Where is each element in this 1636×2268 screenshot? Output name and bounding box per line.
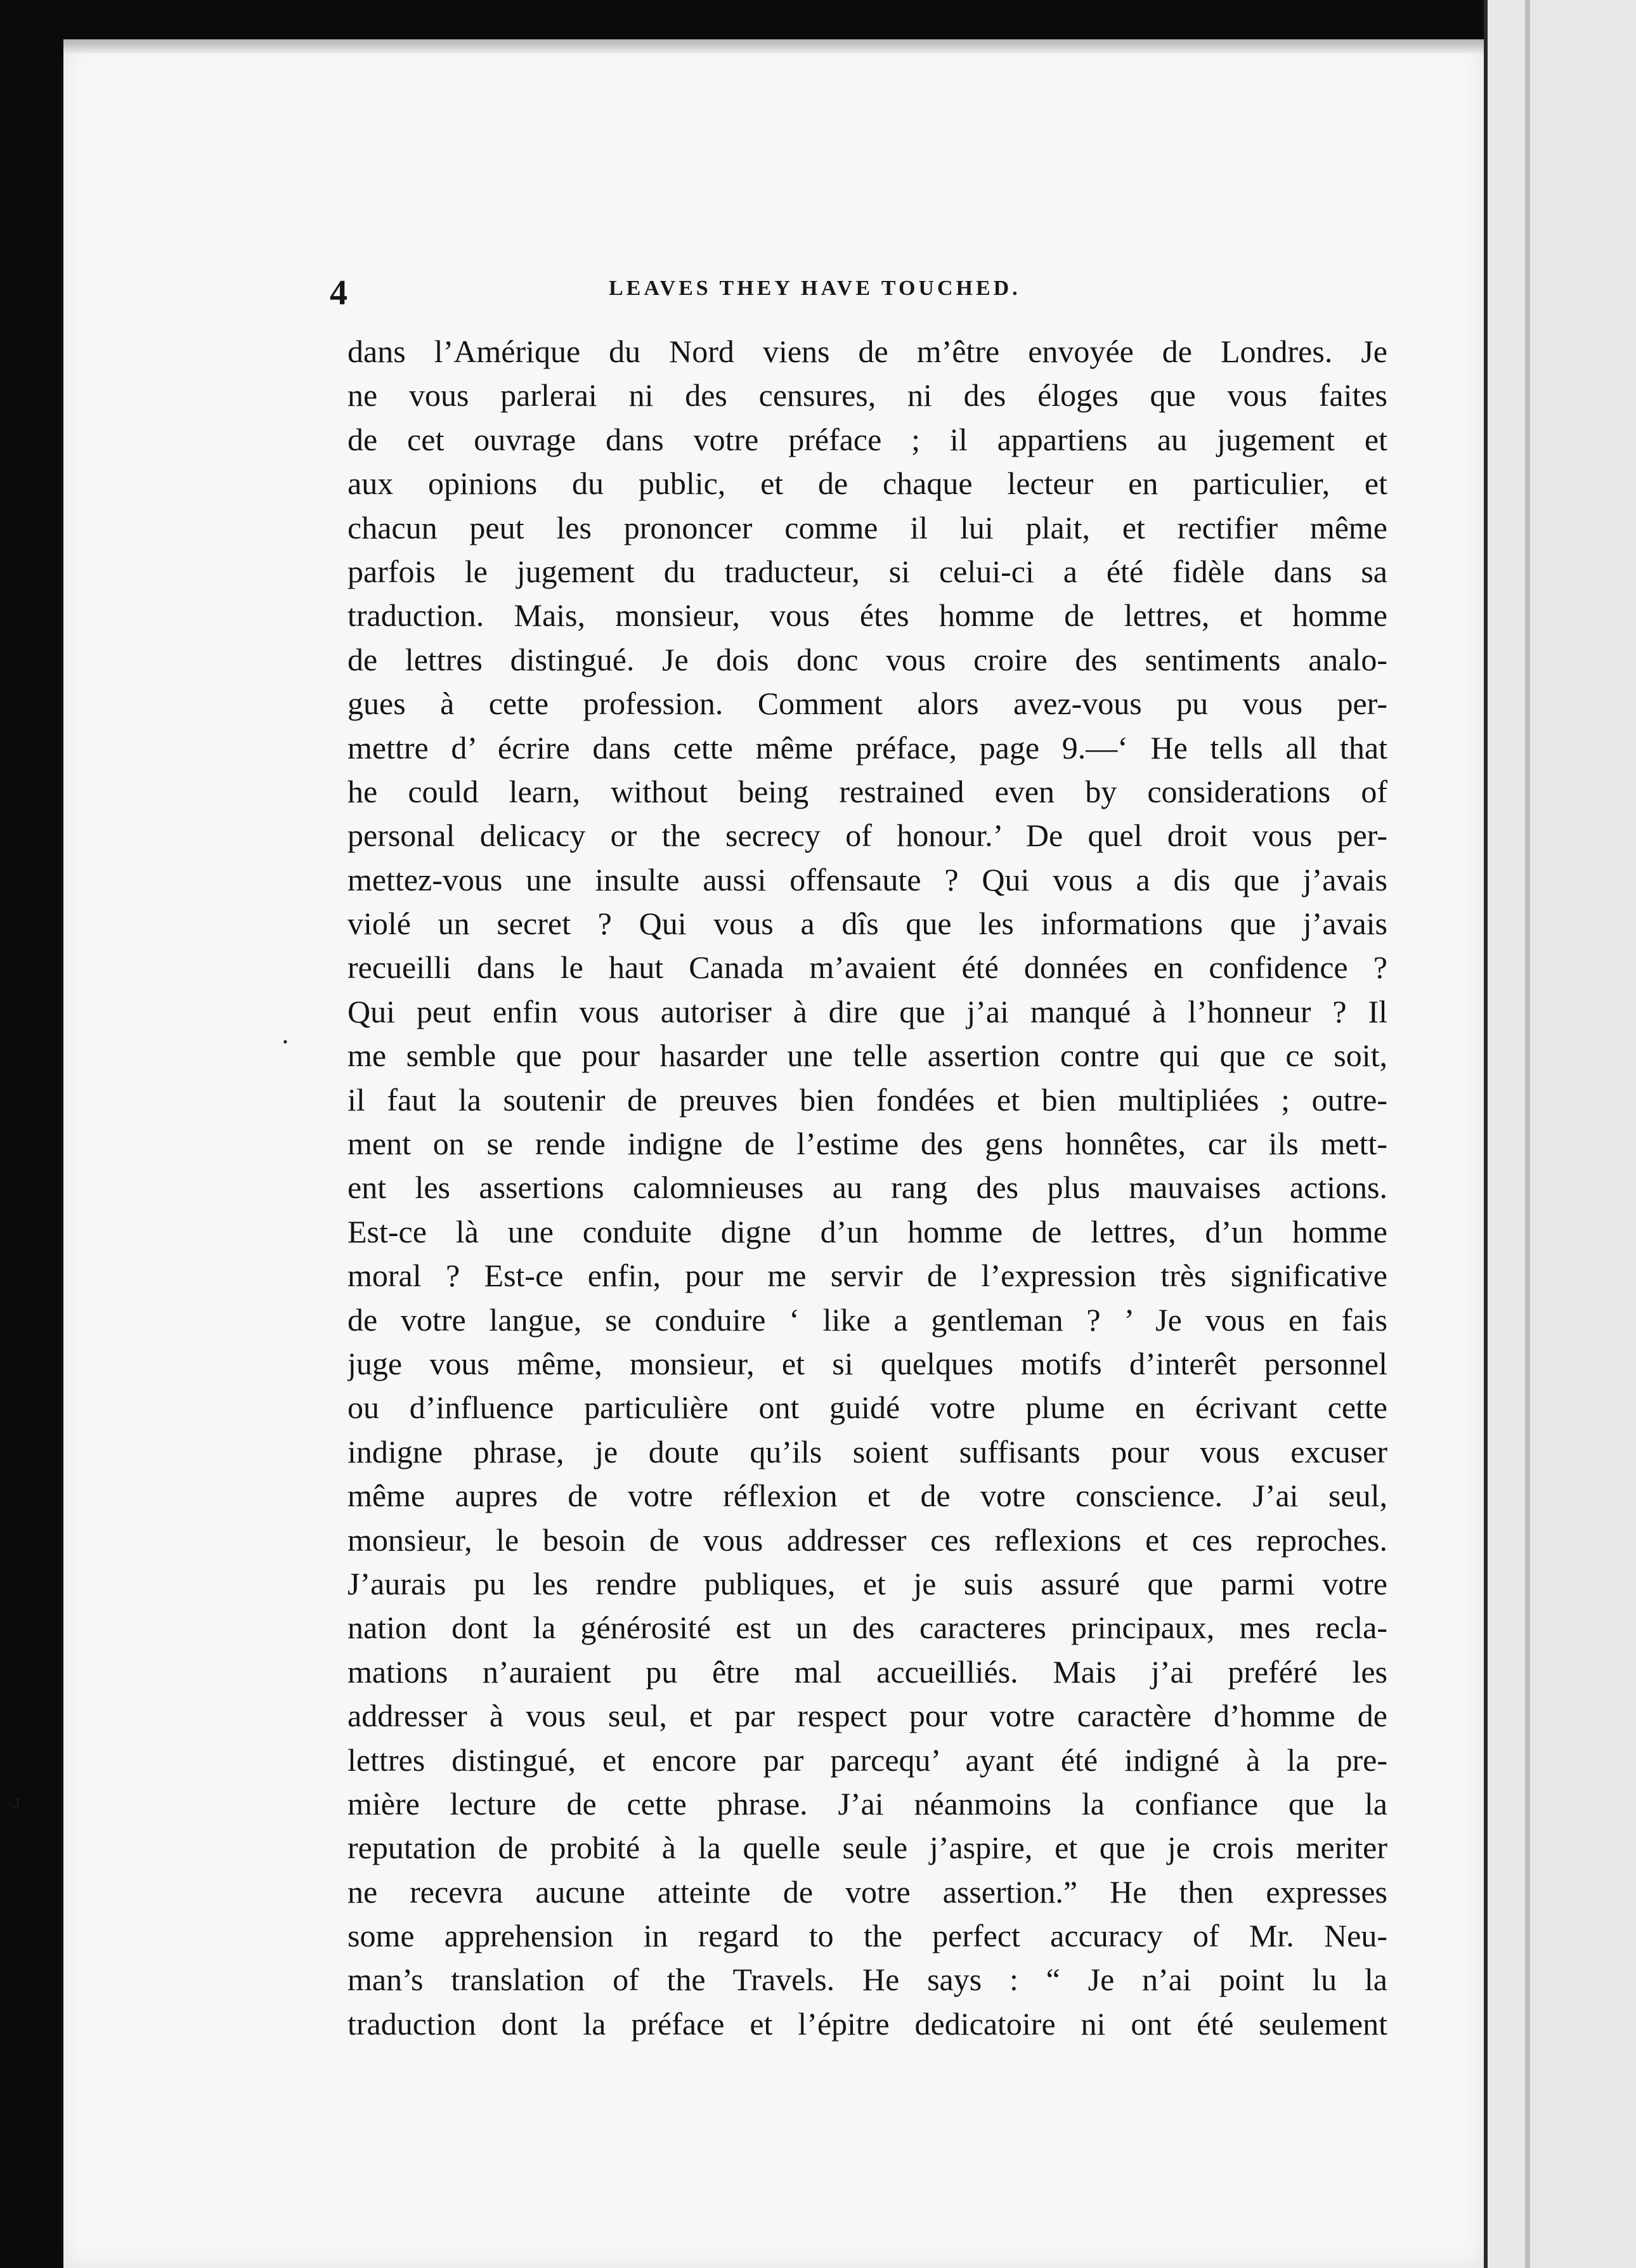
text-line: ent les assertions calomnieuses au rang des plus mauvaises actions.: [347, 1170, 1387, 1206]
adjacent-page-edge: [1488, 0, 1636, 2268]
text-line: violé un secret ? Qui vous a dîs que les informations que j’avais: [347, 906, 1387, 942]
text-line: man’s translation of the Travels. He says : “ Je n’ai point lu la: [347, 1962, 1387, 1998]
text-line: J’aurais pu les rendre publiques, et je suis assuré que parmi votre: [347, 1565, 1387, 1601]
text-line: mettez-vous une insulte aussi offensaute ? Qui vous a dis que j’avais: [347, 861, 1387, 897]
text-line: ou d’influence particulière ont guidé votre plume en écrivant cette: [347, 1390, 1387, 1426]
text-line: monsieur, le besoin de vous addresser ces reflexions et ces reproches.: [347, 1522, 1387, 1558]
text-line: recueilli dans le haut Canada m’avaient été données en confidence ?: [347, 949, 1387, 986]
text-line: Est-ce là une conduite digne d’un homme de lettres, d’un homme: [347, 1213, 1387, 1249]
text-line: ne recevra aucune atteinte de votre assertion.” He then expresses: [347, 1874, 1387, 1910]
text-line: addresser à vous seul, et par respect pour votre caractère d’homme de: [347, 1698, 1387, 1734]
left-edge-mark: -.J: [6, 1795, 20, 1811]
text-line: me semble que pour hasarder une telle assertion contre qui que ce soit,: [347, 1038, 1387, 1074]
text-line: Qui peut enfin vous autoriser à dire que j’ai manqué à l’honneur ? Il: [347, 993, 1387, 1029]
text-line: personal delicacy or the secrecy of honour.’ De quel droit vous per-: [347, 818, 1387, 854]
text-line: mations n’auraient pu être mal accueilliés. Mais j’ai preféré les: [347, 1653, 1387, 1690]
adjacent-page-strip: [1525, 0, 1530, 2268]
running-head: LEAVES THEY HAVE TOUCHED.: [609, 277, 1021, 300]
text-line: ne vous parlerai ni des censures, ni des éloges que vous faites: [347, 377, 1387, 414]
text-line: some apprehension in regard to the perfect accuracy of Mr. Neu-: [347, 1918, 1387, 1954]
text-line: il faut la soutenir de preuves bien fondées et bien multipliées ; outre-: [347, 1081, 1387, 1118]
text-line: parfois le jugement du traducteur, si celui-ci a été fidèle dans sa: [347, 553, 1387, 589]
text-line: de votre langue, se conduire ‘ like a gentleman ? ’ Je vous en fais: [347, 1301, 1387, 1338]
text-line: de cet ouvrage dans votre préface ; il appartiens au jugement et: [347, 421, 1387, 457]
margin-bullet: •: [283, 1034, 288, 1050]
text-line: de lettres distingué. Je dois donc vous croire des sentiments analo-: [347, 641, 1387, 677]
text-line: moral ? Est-ce enfin, pour me servir de l’expression très significative: [347, 1258, 1387, 1294]
text-line: reputation de probité à la quelle seule j’aspire, et que je crois meriter: [347, 1830, 1387, 1866]
body-text: [347, 330, 1387, 2046]
text-line: lettres distingué, et encore par parcequ’ ayant été indigné à la pre-: [347, 1742, 1387, 1778]
page-header: [330, 273, 1376, 311]
text-line: chacun peut les prononcer comme il lui plait, et rectifier même: [347, 509, 1387, 545]
text-line: traduction. Mais, monsieur, vous étes homme de lettres, et homme: [347, 597, 1387, 634]
text-line: juge vous même, monsieur, et si quelques motifs d’interêt personnel: [347, 1345, 1387, 1381]
text-line: ment on se rende indigne de l’estime des gens honnêtes, car ils mett-: [347, 1126, 1387, 1162]
text-line: nation dont la générosité est un des caracteres principaux, mes recla-: [347, 1610, 1387, 1646]
text-line: gues à cette profession. Comment alors avez-vous pu vous per-: [347, 686, 1387, 722]
text-line: traduction dont la préface et l’épitre dedicatoire ni ont été seulement: [347, 2005, 1387, 2042]
text-line: he could learn, without being restrained even by considerations of: [347, 773, 1387, 809]
page-top-edge: [63, 39, 1484, 53]
text-line: mettre d’ écrire dans cette même préface, page 9.—‘ He tells all that: [347, 729, 1387, 766]
text-line: mière lecture de cette phrase. J’ai néanmoins la confiance que la: [347, 1785, 1387, 1822]
page-number: 4: [330, 273, 347, 313]
text-line: aux opinions du public, et de chaque lecteur en particulier, et: [347, 466, 1387, 502]
text-line: indigne phrase, je doute qu’ils soient suffisants pour vous excuser: [347, 1433, 1387, 1470]
text-line: même aupres de votre réflexion et de votre conscience. J’ai seul,: [347, 1478, 1387, 1514]
text-line: dans l’Amérique du Nord viens de m’être envoyée de Londres. Je: [347, 334, 1387, 369]
